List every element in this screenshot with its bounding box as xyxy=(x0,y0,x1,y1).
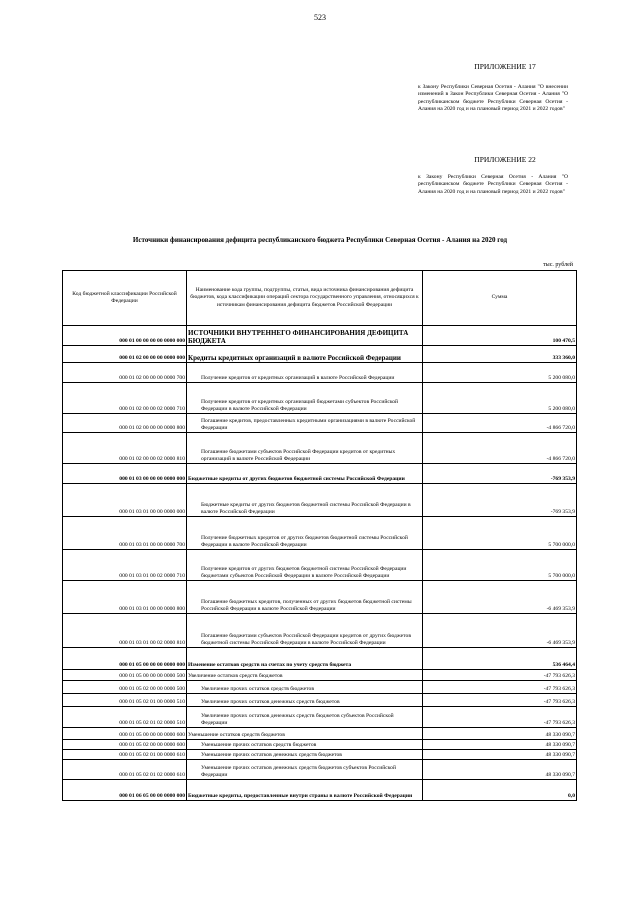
row-sum: 48 330 090,7 xyxy=(423,740,577,750)
row-sum: 0,0 xyxy=(423,780,577,801)
row-name: Увеличение прочих остатков средств бюджетов xyxy=(187,681,423,694)
table-row xyxy=(63,346,577,363)
row-sum: 536 464,4 xyxy=(423,648,577,670)
row-code: 000 01 05 02 01 02 0000 510 xyxy=(63,707,187,728)
row-code: 000 01 05 00 00 00 0000 500 xyxy=(63,670,187,681)
row-sum: -6 469 353,9 xyxy=(423,581,577,614)
row-name: ИСТОЧНИКИ ВНУТРЕННЕГО ФИНАНСИРОВАНИЯ ДЕФИЦИТА БЮДЖЕТА xyxy=(187,326,423,346)
row-code: 000 01 05 02 00 00 0000 500 xyxy=(63,681,187,694)
table-row xyxy=(63,550,577,581)
row-sum: -47 793 626,3 xyxy=(423,694,577,707)
header-sum: Сумма xyxy=(423,271,577,326)
table-row xyxy=(63,581,577,614)
row-sum: 48 330 090,7 xyxy=(423,728,577,740)
row-sum: -6 469 353,9 xyxy=(423,614,577,648)
table-row xyxy=(63,614,577,648)
row-code: 000 01 02 00 00 00 0000 000 xyxy=(63,346,187,363)
row-code: 000 01 02 00 00 02 0000 810 xyxy=(63,433,187,464)
row-code: 000 01 05 02 01 02 0000 610 xyxy=(63,760,187,780)
row-name: Увеличение прочих остатков денежных средств бюджетов xyxy=(187,694,423,707)
row-name: Уменьшение прочих остатков денежных средств бюджетов xyxy=(187,750,423,760)
table-row xyxy=(63,728,577,740)
table-row xyxy=(63,750,577,760)
row-name: Уменьшение прочих остатков средств бюджетов xyxy=(187,740,423,750)
row-sum: 100 470,5 xyxy=(423,326,577,346)
row-name: Погашение бюджетами субъектов Российской Федерации кредитов от других бюджетов бюджетной системы Российской Федерации в валюте Российской Федерации xyxy=(187,614,423,648)
row-code: 000 01 03 01 00 00 0000 700 xyxy=(63,517,187,550)
row-code: 000 01 03 00 00 00 0000 000 xyxy=(63,464,187,484)
appendix-17-title: ПРИЛОЖЕНИЕ 17 xyxy=(474,62,536,71)
row-sum: 48 330 090,7 xyxy=(423,750,577,760)
row-code: 000 01 05 02 01 00 0000 510 xyxy=(63,694,187,707)
appendix-22-text: к Закону Республики Северная Осетия - Алания "О республиканском бюджете Республики Северная Осетия - Алания на 2020 год и на плановый период 2021 и 2022 годов" xyxy=(418,174,568,195)
row-name: Кредиты кредитных организаций в валюте Российской Федерации xyxy=(187,346,423,363)
row-code: 000 01 05 00 00 00 0000 600 xyxy=(63,728,187,740)
table-row xyxy=(63,670,577,681)
table-row xyxy=(63,326,577,346)
row-code: 000 01 03 01 00 00 0000 800 xyxy=(63,581,187,614)
row-name: Получение кредитов от других бюджетов бюджетной системы Российской Федерации бюджетами субъектов Российской Федерации в валюте Российской Федерации xyxy=(187,550,423,581)
row-name: Бюджетные кредиты от других бюджетов бюджетной системы Российской Федерации в валюте Российской Федерации xyxy=(187,484,423,517)
table-row xyxy=(63,780,577,801)
row-name: Получение кредитов от кредитных организаций бюджетами субъектов Российской Федерации в валюте Российской Федерации xyxy=(187,383,423,414)
row-name: Уменьшение прочих остатков денежных средств бюджетов субъектов Российской Федерации xyxy=(187,760,423,780)
table-row xyxy=(63,464,577,484)
row-sum: -47 793 626,3 xyxy=(423,681,577,694)
row-name: Увеличение прочих остатков денежных средств бюджетов субъектов Российской Федерации xyxy=(187,707,423,728)
table-row xyxy=(63,694,577,707)
row-sum: 5 700 000,0 xyxy=(423,550,577,581)
row-code: 000 01 02 00 00 00 0000 800 xyxy=(63,414,187,433)
row-sum: 5 200 080,0 xyxy=(423,363,577,383)
row-code: 000 01 05 02 00 00 0000 600 xyxy=(63,740,187,750)
table-row xyxy=(63,433,577,464)
row-name: Бюджетные кредиты, предоставленные внутри страны в валюте Российской Федерации xyxy=(187,780,423,801)
row-code: 000 01 02 00 00 00 0000 700 xyxy=(63,363,187,383)
row-sum: -769 353,9 xyxy=(423,464,577,484)
header-code: Код бюджетной классификации Российской Федерации xyxy=(63,271,187,326)
row-name: Изменение остатков средств на счетах по учету средств бюджета xyxy=(187,648,423,670)
document-title: Источники финансирования дефицита республиканского бюджета Республики Северная Осетия - Алания на 2020 год xyxy=(132,236,508,244)
row-sum: 5 700 000,0 xyxy=(423,517,577,550)
table-row xyxy=(63,517,577,550)
table-row xyxy=(63,740,577,750)
row-name: Погашение бюджетных кредитов, полученных от других бюджетов бюджетной системы Российской Федерации в валюте Российской Федерации xyxy=(187,581,423,614)
row-name: Бюджетные кредиты от других бюджетов бюджетной системы Российской Федерации xyxy=(187,464,423,484)
page-number: 523 xyxy=(314,13,326,22)
appendix-22-title: ПРИЛОЖЕНИЕ 22 xyxy=(474,155,536,164)
row-code: 000 01 03 01 00 00 0000 000 xyxy=(63,484,187,517)
table-row xyxy=(63,648,577,670)
table-row xyxy=(63,484,577,517)
table-row xyxy=(63,383,577,414)
row-sum: -47 793 626,3 xyxy=(423,707,577,728)
table-row xyxy=(63,707,577,728)
header-name: Наименование кода группы, подгруппы, статьи, вида источника финансирования дефицита бюджетов, кода классификации операций сектора государственного управления, относящихся к источникам финансирования дефицита бюджетов Российской Федерации xyxy=(187,271,423,326)
row-name: Получение бюджетных кредитов от других бюджетов бюджетной системы Российской Федерации в валюте Российской Федерации xyxy=(187,517,423,550)
appendix-17-text: к Закону Республики Северная Осетия - Алания "О внесении изменений в Закон Республики Северная Осетия - Алания "О республиканском бюджете Республики Северная Осетия - Алания на 2020 год и на плановый период 2021 и 2022 годов" xyxy=(418,84,568,112)
row-name: Увеличение остатков средств бюджетов xyxy=(187,670,423,681)
row-sum: -769 353,9 xyxy=(423,484,577,517)
row-sum: -4 866 720,0 xyxy=(423,433,577,464)
row-code: 000 01 03 01 00 02 0000 810 xyxy=(63,614,187,648)
row-code: 000 01 06 05 00 00 0000 000 xyxy=(63,780,187,801)
row-sum: 333 360,0 xyxy=(423,346,577,363)
row-sum: 5 200 080,0 xyxy=(423,383,577,414)
row-sum: -47 793 626,3 xyxy=(423,670,577,681)
units-label: тыс. рублей xyxy=(543,262,573,268)
row-sum: -4 866 720,0 xyxy=(423,414,577,433)
row-code: 000 01 05 02 01 00 0000 610 xyxy=(63,750,187,760)
table-row xyxy=(63,681,577,694)
row-name: Погашение бюджетами субъектов Российской Федерации кредитов от кредитных организаций в валюте Российской Федерации xyxy=(187,433,423,464)
row-code: 000 01 02 00 00 02 0000 710 xyxy=(63,383,187,414)
row-code: 000 01 05 00 00 00 0000 000 xyxy=(63,648,187,670)
row-name: Получение кредитов от кредитных организаций в валюте Российской Федерации xyxy=(187,363,423,383)
financing-sources-table xyxy=(62,270,577,801)
row-name: Погашение кредитов, предоставленных кредитными организациями в валюте Российской Федерации xyxy=(187,414,423,433)
table-row xyxy=(63,760,577,780)
table-row xyxy=(63,363,577,383)
table-header-row xyxy=(63,271,577,326)
row-name: Уменьшение остатков средств бюджетов xyxy=(187,728,423,740)
row-sum: 48 330 090,7 xyxy=(423,760,577,780)
row-code: 000 01 00 00 00 00 0000 000 xyxy=(63,326,187,346)
table-row xyxy=(63,414,577,433)
row-code: 000 01 03 01 00 02 0000 710 xyxy=(63,550,187,581)
